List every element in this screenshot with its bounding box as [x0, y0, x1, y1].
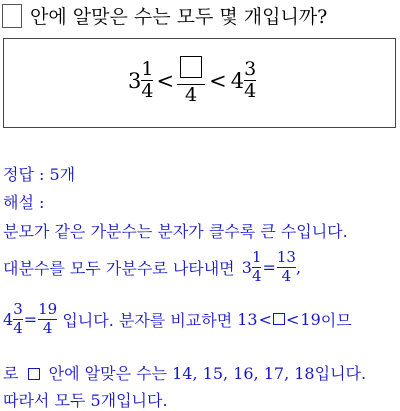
- middle-fraction-denominator: 4: [185, 83, 198, 106]
- left-whole: 3: [128, 68, 142, 93]
- middle-fraction: [177, 56, 205, 106]
- question-blank-box: [2, 4, 22, 28]
- explanation-line-1: 분모가 같은 가분수는 분자가 클수록 큰 수입니다.: [3, 222, 348, 241]
- right-whole: 4: [230, 68, 245, 93]
- line2-fraction-1: $\frac{1}{4}$: [251, 248, 262, 285]
- less-than-1: <: [156, 68, 175, 93]
- explanation-line-4: 로 안에 알맞은 수는 14, 15, 16, 17, 18입니다.: [3, 364, 367, 383]
- line3-fraction-2: $\frac{19}{4}$: [38, 300, 58, 337]
- explanation-line-2: 대분수를 모두 가분수로 나타내면 3 $\frac{1}{4}$ = $\frac{13}{4}$ ,: [3, 248, 302, 285]
- line2-fraction-2: $\frac{13}{4}$: [276, 248, 296, 285]
- question-text: 안에 알맞은 수는 모두 몇 개입니까?: [30, 6, 328, 28]
- line3-fraction-1: $\frac{3}{4}$: [13, 300, 23, 337]
- answer-line: 정답 : 5개: [3, 165, 76, 184]
- inequality-expression: [128, 56, 256, 106]
- right-fraction-numerator: 3: [244, 57, 257, 80]
- inline-blank-box: [273, 313, 285, 325]
- left-fraction: [141, 57, 154, 103]
- less-than-2: <: [209, 68, 227, 93]
- explanation-line-3: 4 $\frac{3}{4}$ = $\frac{19}{4}$ 입니다. 분자를 비교하면 13< <19이므: [3, 300, 352, 337]
- right-fraction-denominator: 4: [244, 80, 257, 103]
- numerator-blank-box: [180, 56, 202, 78]
- inline-blank-box-2: [28, 368, 40, 380]
- explanation-line-5: 따라서 모두 5개입니다.: [3, 391, 168, 410]
- left-fraction-denominator: 4: [141, 80, 154, 103]
- explanation-heading: 해설 :: [3, 193, 45, 212]
- left-fraction-numerator: 1: [141, 57, 154, 80]
- right-fraction: [244, 57, 257, 103]
